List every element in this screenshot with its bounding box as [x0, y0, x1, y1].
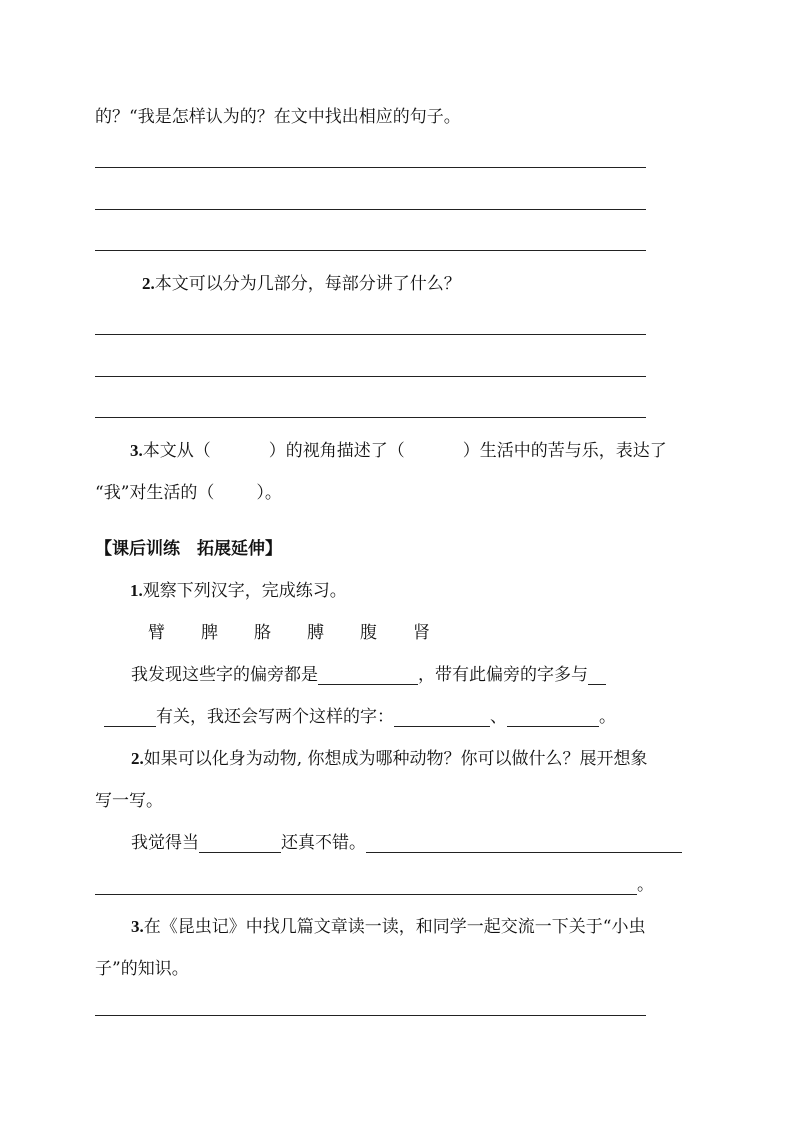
- t3-number: 3.: [131, 917, 144, 936]
- t1-line2c: 。: [599, 707, 616, 727]
- t2-answer-line1: [131, 833, 682, 853]
- t2-blank-answer[interactable]: [366, 834, 682, 853]
- t2-text: 如果可以化身为动物, 你想成为哪种动物？你可以做什么？展开想象: [143, 749, 648, 769]
- answer-line[interactable]: [95, 376, 646, 377]
- t3-question-line1: [131, 917, 645, 937]
- q2-number: 2.: [142, 274, 155, 293]
- answer-line[interactable]: [95, 250, 646, 251]
- character: 脾: [201, 623, 218, 643]
- q3-part3: ）生活中的苦与乐，表达了: [462, 441, 667, 461]
- t2-line1a: 我觉得当: [131, 833, 199, 853]
- answer-line[interactable]: [95, 334, 646, 335]
- q2-question: [142, 274, 461, 294]
- t2-blank-answer-2[interactable]: [95, 876, 637, 895]
- t1-number: 1.: [130, 581, 143, 600]
- t2-blank-animal[interactable]: [199, 834, 281, 853]
- q3-line2: [95, 483, 282, 503]
- q3-number: 3.: [130, 441, 143, 460]
- q3-part1: 本文从（: [142, 441, 211, 461]
- t2-question-line1: [131, 749, 648, 769]
- t1-line1b: ，带有此偏旁的字多与: [418, 665, 588, 685]
- t1-character-list: [148, 623, 466, 643]
- q1-text-tail: 的？“我是怎样认为的？在文中找出相应的句子。: [95, 107, 461, 127]
- t2-end: 。: [637, 875, 654, 895]
- answer-line[interactable]: [95, 1015, 646, 1016]
- q2-text: 本文可以分为几部分，每部分讲了什么？: [154, 274, 461, 294]
- t1-blank-radical[interactable]: [318, 666, 418, 685]
- t2-question-line2: 写一写。: [95, 791, 163, 811]
- t2-answer-line2: [95, 875, 654, 895]
- t1-blank-char-1[interactable]: [394, 708, 490, 727]
- t1-line2: [104, 707, 616, 727]
- character: 膊: [307, 623, 324, 643]
- t2-number: 2.: [131, 749, 144, 768]
- t1-line1a: 我发现这些字的偏旁都是: [131, 665, 318, 685]
- t3-question-line2: 子”的知识。: [95, 959, 189, 979]
- character: 胳: [254, 623, 271, 643]
- t1-line2a: 有关，我还会写两个这样的字：: [156, 707, 394, 727]
- q3-line1: [130, 441, 667, 461]
- t1-blank-topic[interactable]: [104, 708, 156, 727]
- t1-line1: [131, 665, 606, 685]
- q3-line2a: “我”对生活的（: [95, 483, 215, 503]
- t1-text: 观察下列汉字，完成练习。: [142, 581, 347, 601]
- character: 臂: [148, 623, 165, 643]
- q3-line2b: ）。: [256, 483, 282, 503]
- answer-line[interactable]: [95, 209, 646, 210]
- character: 腹: [360, 623, 377, 643]
- t1-line2b: 、: [490, 707, 507, 727]
- answer-line[interactable]: [95, 417, 646, 418]
- t1-question: [130, 581, 347, 601]
- section-title: 【课后训练 拓展延伸】: [95, 539, 282, 559]
- t3-text: 在《昆虫记》中找几篇文章读一读，和同学一起交流一下关于“小虫: [143, 917, 646, 937]
- q3-part2: ）的视角描述了（: [268, 441, 405, 461]
- character: 肾: [413, 623, 430, 643]
- t2-line1b: 还真不错。: [281, 833, 366, 853]
- t1-blank-topic-start[interactable]: [588, 666, 606, 685]
- answer-line[interactable]: [95, 167, 646, 168]
- t1-blank-char-2[interactable]: [507, 708, 599, 727]
